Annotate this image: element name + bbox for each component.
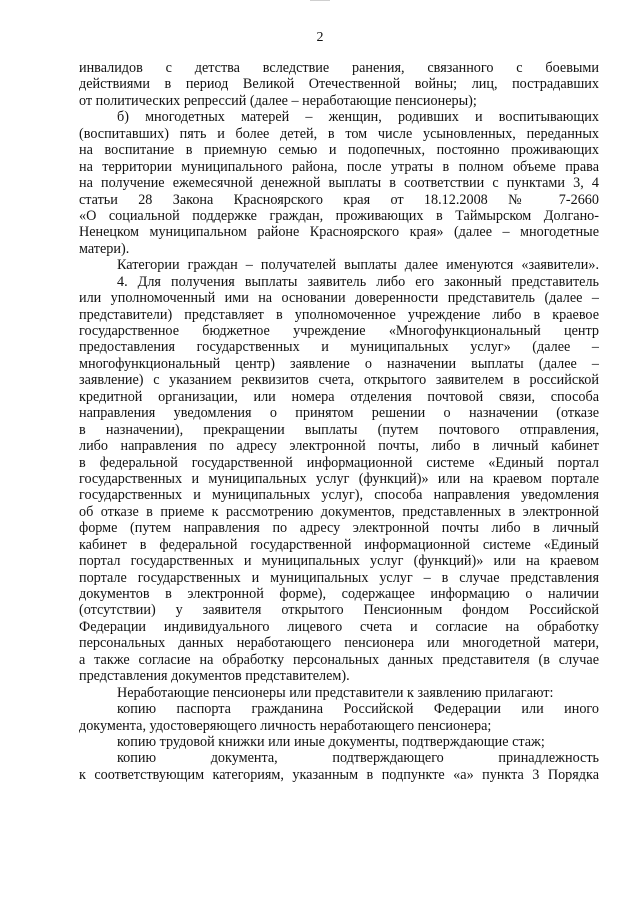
text-line: документов в электронной форме), содержащее информацию о наличии: [79, 586, 599, 602]
text-line: государственных и муниципальных услуг (функций)» или на краевом портале: [79, 470, 599, 487]
text-line: «О социальной поддержке граждан, проживающих в Таймырском Долгано-: [79, 207, 599, 224]
text-line: представления документов представителем).: [79, 668, 350, 685]
text-line: копию паспорта гражданина Российской Федерации или иного: [117, 701, 599, 718]
text-line: в назначении), прекращении выплаты (путем почтового отправления,: [79, 421, 599, 438]
text-line: (воспитавших) пять и более детей, в том числе усыновленных, переданных: [79, 125, 599, 142]
page-number: 2: [316, 30, 324, 45]
text-line: об отказе в приеме к рассмотрению документов, представленных в электронной: [79, 503, 599, 520]
text-line: документа, удостоверяющего личность неработающего пенсионера;: [79, 717, 492, 734]
text-line: заявление) с указанием реквизитов счета, открытого заявителем в российской: [79, 372, 599, 389]
text-line: (отсутствии) у заявителя открытого Пенсионным фондом Российской: [79, 602, 599, 619]
text-line: либо направления по адресу электронной почты, либо в личный кабинет: [79, 438, 599, 455]
text-line: на воспитание в приемную семью и подопечных, постоянно проживающих: [79, 142, 599, 159]
text-line: государственное бюджетное учреждение «Многофункциональный центр: [79, 323, 599, 339]
text-line: копию документа, подтверждающего принадлежность: [117, 750, 599, 767]
text-line: б) многодетных матерей – женщин, родивших и воспитывающих: [117, 109, 599, 126]
document-body-text: [79, 60, 599, 783]
text-line: Федерации индивидуального лицевого счета и согласие на обработку: [79, 618, 599, 635]
text-line: персональных данных неработающего пенсионера или многодетной матери,: [79, 635, 599, 652]
text-line: или уполномоченный ими на основании доверенности представитель (далее –: [79, 290, 599, 307]
text-line: портал государственных и муниципальных услуг (функций)» или на краевом: [79, 553, 599, 570]
text-line: к соответствующим категориям, указанным в подпункте «а» пункта 3 Порядка: [79, 766, 599, 783]
scan-edge-mark: [310, 0, 330, 3]
text-line: действиями в период Великой Отечественной войны; лиц, пострадавших: [79, 76, 599, 93]
text-line: на территории муниципального района, после утраты в полном объеме права: [79, 158, 599, 175]
text-line: статьи 28 Закона Красноярского края от 18.12.2008 № 7-2660: [79, 191, 599, 208]
text-line: матери).: [79, 240, 130, 257]
text-line: многофункциональный центр) заявление о назначении выплаты (далее –: [79, 355, 599, 372]
text-line: на получение ежемесячной денежной выплаты в соответствии с пунктами 3, 4: [79, 175, 599, 192]
text-line: портале государственных и муниципальных услуг – в случае представления: [79, 569, 599, 586]
text-line: а также согласие на обработку персональных данных представителя (в случае: [79, 651, 599, 668]
text-line: кабинет в федеральной государственной информационной системе «Единый: [79, 536, 599, 553]
text-line: представители) представляет в уполномоченное учреждение либо в краевое: [79, 306, 599, 323]
text-line: предоставления государственных и муниципальных услуг» (далее –: [79, 339, 599, 356]
text-line: Ненецком муниципальном районе Красноярского края» (далее – многодетные: [79, 224, 599, 241]
text-line: Неработающие пенсионеры или представители к заявлению прилагают:: [117, 684, 554, 701]
text-line: Категории граждан – получателей выплаты далее именуются «заявители».: [117, 257, 599, 274]
text-line: направления уведомления о принятом решении о назначении (отказе: [79, 405, 599, 422]
text-line: инвалидов с детства вследствие ранения, связанного с боевыми: [79, 60, 599, 76]
text-line: копию трудовой книжки или иные документы, подтверждающие стаж;: [117, 733, 545, 750]
text-line: государственных и муниципальных услуг), способа направления уведомления: [79, 487, 599, 504]
text-line: в федеральной государственной информационной системе «Единый портал: [79, 454, 599, 471]
text-line: от политических репрессий (далее – неработающие пенсионеры);: [79, 92, 477, 109]
text-line: 4. Для получения выплаты заявитель либо его законный представитель: [117, 273, 599, 290]
text-line: кредитной организации, или номера отделения почтовой связи, способа: [79, 388, 599, 405]
text-line: форме (путем направления по адресу электронной почты либо в личный: [79, 520, 599, 537]
